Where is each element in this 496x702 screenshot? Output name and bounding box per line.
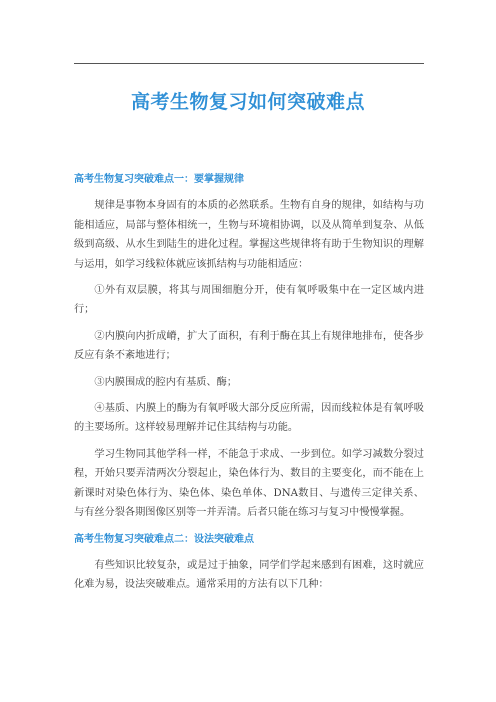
section-1-paragraph: 学习生物同其他学科一样，不能急于求成、一步到位。如学习减数分裂过程，开始只要弄清两次分裂起止，染色体行为、数目的主要变化，而不能在上新课时对染色体行为、染色体、染色单体、DNA数目、与遗传三定律关系、与有丝分裂各期图像区别等一并弄清。后者只能在练习与复习中慢慢掌握。 <box>74 448 424 519</box>
section-1-list-item: ③内膜围成的腔内有基质、酶； <box>94 376 238 388</box>
section-1-list-item: ①外有双层膜，将其与周围细胞分开，使有氧呼吸集中在一定区域内进行； <box>74 285 424 316</box>
header-rule <box>74 63 424 64</box>
section-1-heading: 高考生物复习突破难点一：要掌握规律 <box>74 174 244 185</box>
section-2-paragraph: 有些知识比较复杂，或是过于抽象，同学们学起来感到有困难，这时就应化难为易，设法突破难点。通常采用的方法有以下几种： <box>74 559 424 591</box>
section-1-paragraph: 规律是事物本身固有的本质的必然联系。生物有自身的规律，如结构与功能相适应，局部与整体相统一，生物与环境相协调，以及从简单到复杂、从低级到高级、从水生到陆生的进化过程。掌握这些规律将有助于生物知识的理解与运用，如学习线粒体就应该抓结构与功能相适应： <box>74 200 424 270</box>
section-1-list-item: ②内膜向内折成嵴，扩大了面积，有利于酶在其上有规律地排布，使各步反应有条不紊地进行； <box>74 330 424 362</box>
document-title: 高考生物复习如何突破难点 <box>130 91 365 113</box>
section-1-list-item: ④基质、内膜上的酶为有氧呼吸大部分反应所需，因而线粒体是有氧呼吸的主要场所。这样较易理解并记住其结构与功能。 <box>74 403 424 434</box>
document-body <box>74 170 424 602</box>
section-2-heading: 高考生物复习突破难点二：设法突破难点 <box>74 533 254 545</box>
